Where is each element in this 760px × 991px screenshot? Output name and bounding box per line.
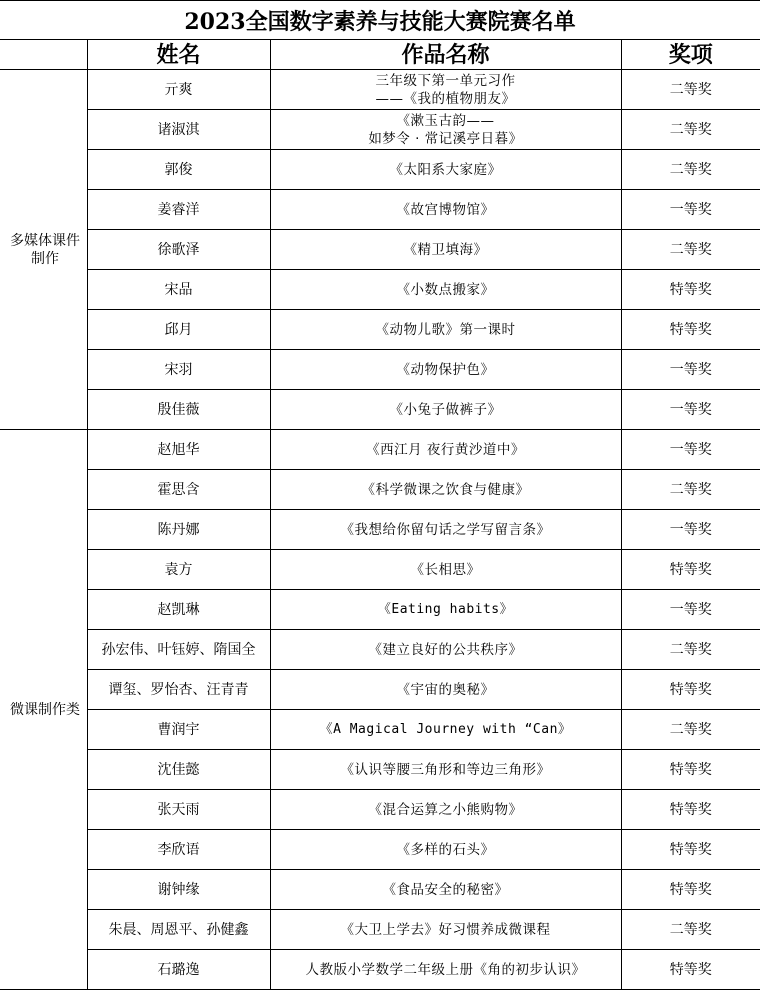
name-cell: 姜睿洋 (87, 190, 270, 230)
work-title: 《混合运算之小熊购物》 (368, 801, 523, 818)
table-row (0, 270, 760, 310)
work-title: 三年级下第一单元习作 (375, 72, 516, 89)
table-row (0, 430, 760, 470)
work-cell (270, 510, 621, 550)
award-cell: 一等奖 (621, 190, 760, 230)
work-cell (270, 110, 621, 150)
table-row (0, 550, 760, 590)
work-cell (270, 70, 621, 110)
table-row (0, 510, 760, 550)
award-cell: 一等奖 (621, 350, 760, 390)
name-cell: 袁方 (87, 550, 270, 590)
award-cell: 特等奖 (621, 270, 760, 310)
work-cell (270, 310, 621, 350)
work-cell (270, 830, 621, 870)
work-title: 《我想给你留句话之学写留言条》 (340, 521, 551, 538)
name-cell: 赵旭华 (87, 430, 270, 470)
award-cell: 特等奖 (621, 670, 760, 710)
work-title: 《建立良好的公共秩序》 (368, 641, 523, 658)
award-cell: 二等奖 (621, 910, 760, 950)
name-cell: 霍思含 (87, 470, 270, 510)
table-row (0, 110, 760, 150)
work-title: 《科学微课之饮食与健康》 (361, 481, 530, 498)
name-cell: 张天雨 (87, 790, 270, 830)
name-cell: 亓爽 (87, 70, 270, 110)
award-cell: 特等奖 (621, 310, 760, 350)
category-cell (0, 70, 87, 430)
page-title: 2023全国数字素养与技能大赛院赛名单 (0, 0, 760, 40)
work-cell (270, 470, 621, 510)
table-row (0, 790, 760, 830)
work-cell (270, 870, 621, 910)
name-cell: 石璐逸 (87, 950, 270, 990)
award-cell: 特等奖 (621, 550, 760, 590)
work-title-line2: ——《我的植物朋友》 (375, 90, 516, 107)
category-label: 微课制作类 (10, 701, 80, 718)
work-cell (270, 750, 621, 790)
work-cell (270, 230, 621, 270)
name-cell: 殷佳薇 (87, 390, 270, 430)
header-row (0, 40, 760, 70)
work-cell (270, 150, 621, 190)
award-cell: 特等奖 (621, 790, 760, 830)
work-title: 《食品安全的秘密》 (382, 881, 509, 898)
work-cell (270, 270, 621, 310)
table-row (0, 630, 760, 670)
work-title: 《大卫上学去》好习惯养成微课程 (340, 921, 551, 938)
category-cell (0, 430, 87, 990)
work-title: 《精卫填海》 (403, 241, 488, 258)
table-row (0, 190, 760, 230)
name-cell: 李欣语 (87, 830, 270, 870)
work-title: 《认识等腰三角形和等边三角形》 (340, 761, 551, 778)
category-label: 多媒体课件 (10, 232, 80, 249)
work-cell (270, 670, 621, 710)
award-cell: 二等奖 (621, 710, 760, 750)
table-row (0, 710, 760, 750)
award-cell: 一等奖 (621, 590, 760, 630)
name-cell: 邱月 (87, 310, 270, 350)
award-cell: 特等奖 (621, 750, 760, 790)
award-cell: 二等奖 (621, 150, 760, 190)
work-title: 《小数点搬家》 (396, 281, 495, 298)
name-header: 姓名 (87, 40, 270, 70)
table-row (0, 150, 760, 190)
award-cell: 特等奖 (621, 950, 760, 990)
work-title: 《动物儿歌》第一课时 (375, 321, 516, 338)
work-title: 《宇宙的奥秘》 (396, 681, 495, 698)
work-title: 《故宫博物馆》 (396, 201, 495, 218)
table-row (0, 390, 760, 430)
work-title: 《动物保护色》 (396, 361, 495, 378)
award-cell: 一等奖 (621, 390, 760, 430)
work-title-line2: 如梦令 · 常记溪亭日暮》 (368, 130, 523, 147)
table-row (0, 750, 760, 790)
work-title: 《西江月 夜行黄沙道中》 (366, 441, 525, 458)
work-title: 《多样的石头》 (396, 841, 495, 858)
name-cell: 曹润宇 (87, 710, 270, 750)
work-cell (270, 710, 621, 750)
name-cell: 赵凯琳 (87, 590, 270, 630)
name-cell: 谭玺、罗怡杏、汪青青 (87, 670, 270, 710)
work-cell (270, 390, 621, 430)
work-cell (270, 550, 621, 590)
award-cell: 二等奖 (621, 110, 760, 150)
work-header: 作品名称 (270, 40, 621, 70)
name-cell: 朱晨、周恩平、孙健鑫 (87, 910, 270, 950)
work-title: 《漱玉古韵—— (396, 112, 495, 129)
name-cell: 陈丹娜 (87, 510, 270, 550)
name-cell: 诸淑淇 (87, 110, 270, 150)
table-row (0, 950, 760, 990)
award-cell: 二等奖 (621, 230, 760, 270)
table-row (0, 590, 760, 630)
work-cell (270, 790, 621, 830)
name-cell: 孙宏伟、叶钰婷、隋国全 (87, 630, 270, 670)
award-cell: 二等奖 (621, 630, 760, 670)
work-cell (270, 950, 621, 990)
work-title: 《Eating habits》 (377, 601, 514, 617)
award-cell: 一等奖 (621, 430, 760, 470)
work-title: 《小兔子做裤子》 (389, 401, 502, 418)
table-row (0, 70, 760, 110)
table-row (0, 870, 760, 910)
award-header: 奖项 (621, 40, 760, 70)
table-row (0, 470, 760, 510)
work-cell (270, 430, 621, 470)
name-cell: 徐歌泽 (87, 230, 270, 270)
work-cell (270, 190, 621, 230)
name-cell: 宋品 (87, 270, 270, 310)
award-cell: 二等奖 (621, 470, 760, 510)
category-header (0, 40, 87, 70)
table-row (0, 910, 760, 950)
work-title: 人教版小学数学二年级上册《角的初步认识》 (305, 961, 586, 978)
table-row (0, 350, 760, 390)
name-cell: 郭俊 (87, 150, 270, 190)
award-cell: 特等奖 (621, 870, 760, 910)
award-table (0, 40, 760, 990)
work-cell (270, 630, 621, 670)
table-row (0, 830, 760, 870)
table-row (0, 230, 760, 270)
work-title: 《太阳系大家庭》 (389, 161, 502, 178)
name-cell: 沈佳懿 (87, 750, 270, 790)
work-cell (270, 590, 621, 630)
name-cell: 谢钟缘 (87, 870, 270, 910)
award-cell: 二等奖 (621, 70, 760, 110)
work-title: 《A Magical Journey with “Can》 (319, 721, 572, 737)
work-title: 《长相思》 (410, 561, 481, 578)
table-row (0, 670, 760, 710)
table-row (0, 310, 760, 350)
name-cell: 宋羽 (87, 350, 270, 390)
work-cell (270, 910, 621, 950)
category-label-line2: 制作 (31, 250, 59, 267)
award-cell: 一等奖 (621, 510, 760, 550)
award-cell: 特等奖 (621, 830, 760, 870)
work-cell (270, 350, 621, 390)
